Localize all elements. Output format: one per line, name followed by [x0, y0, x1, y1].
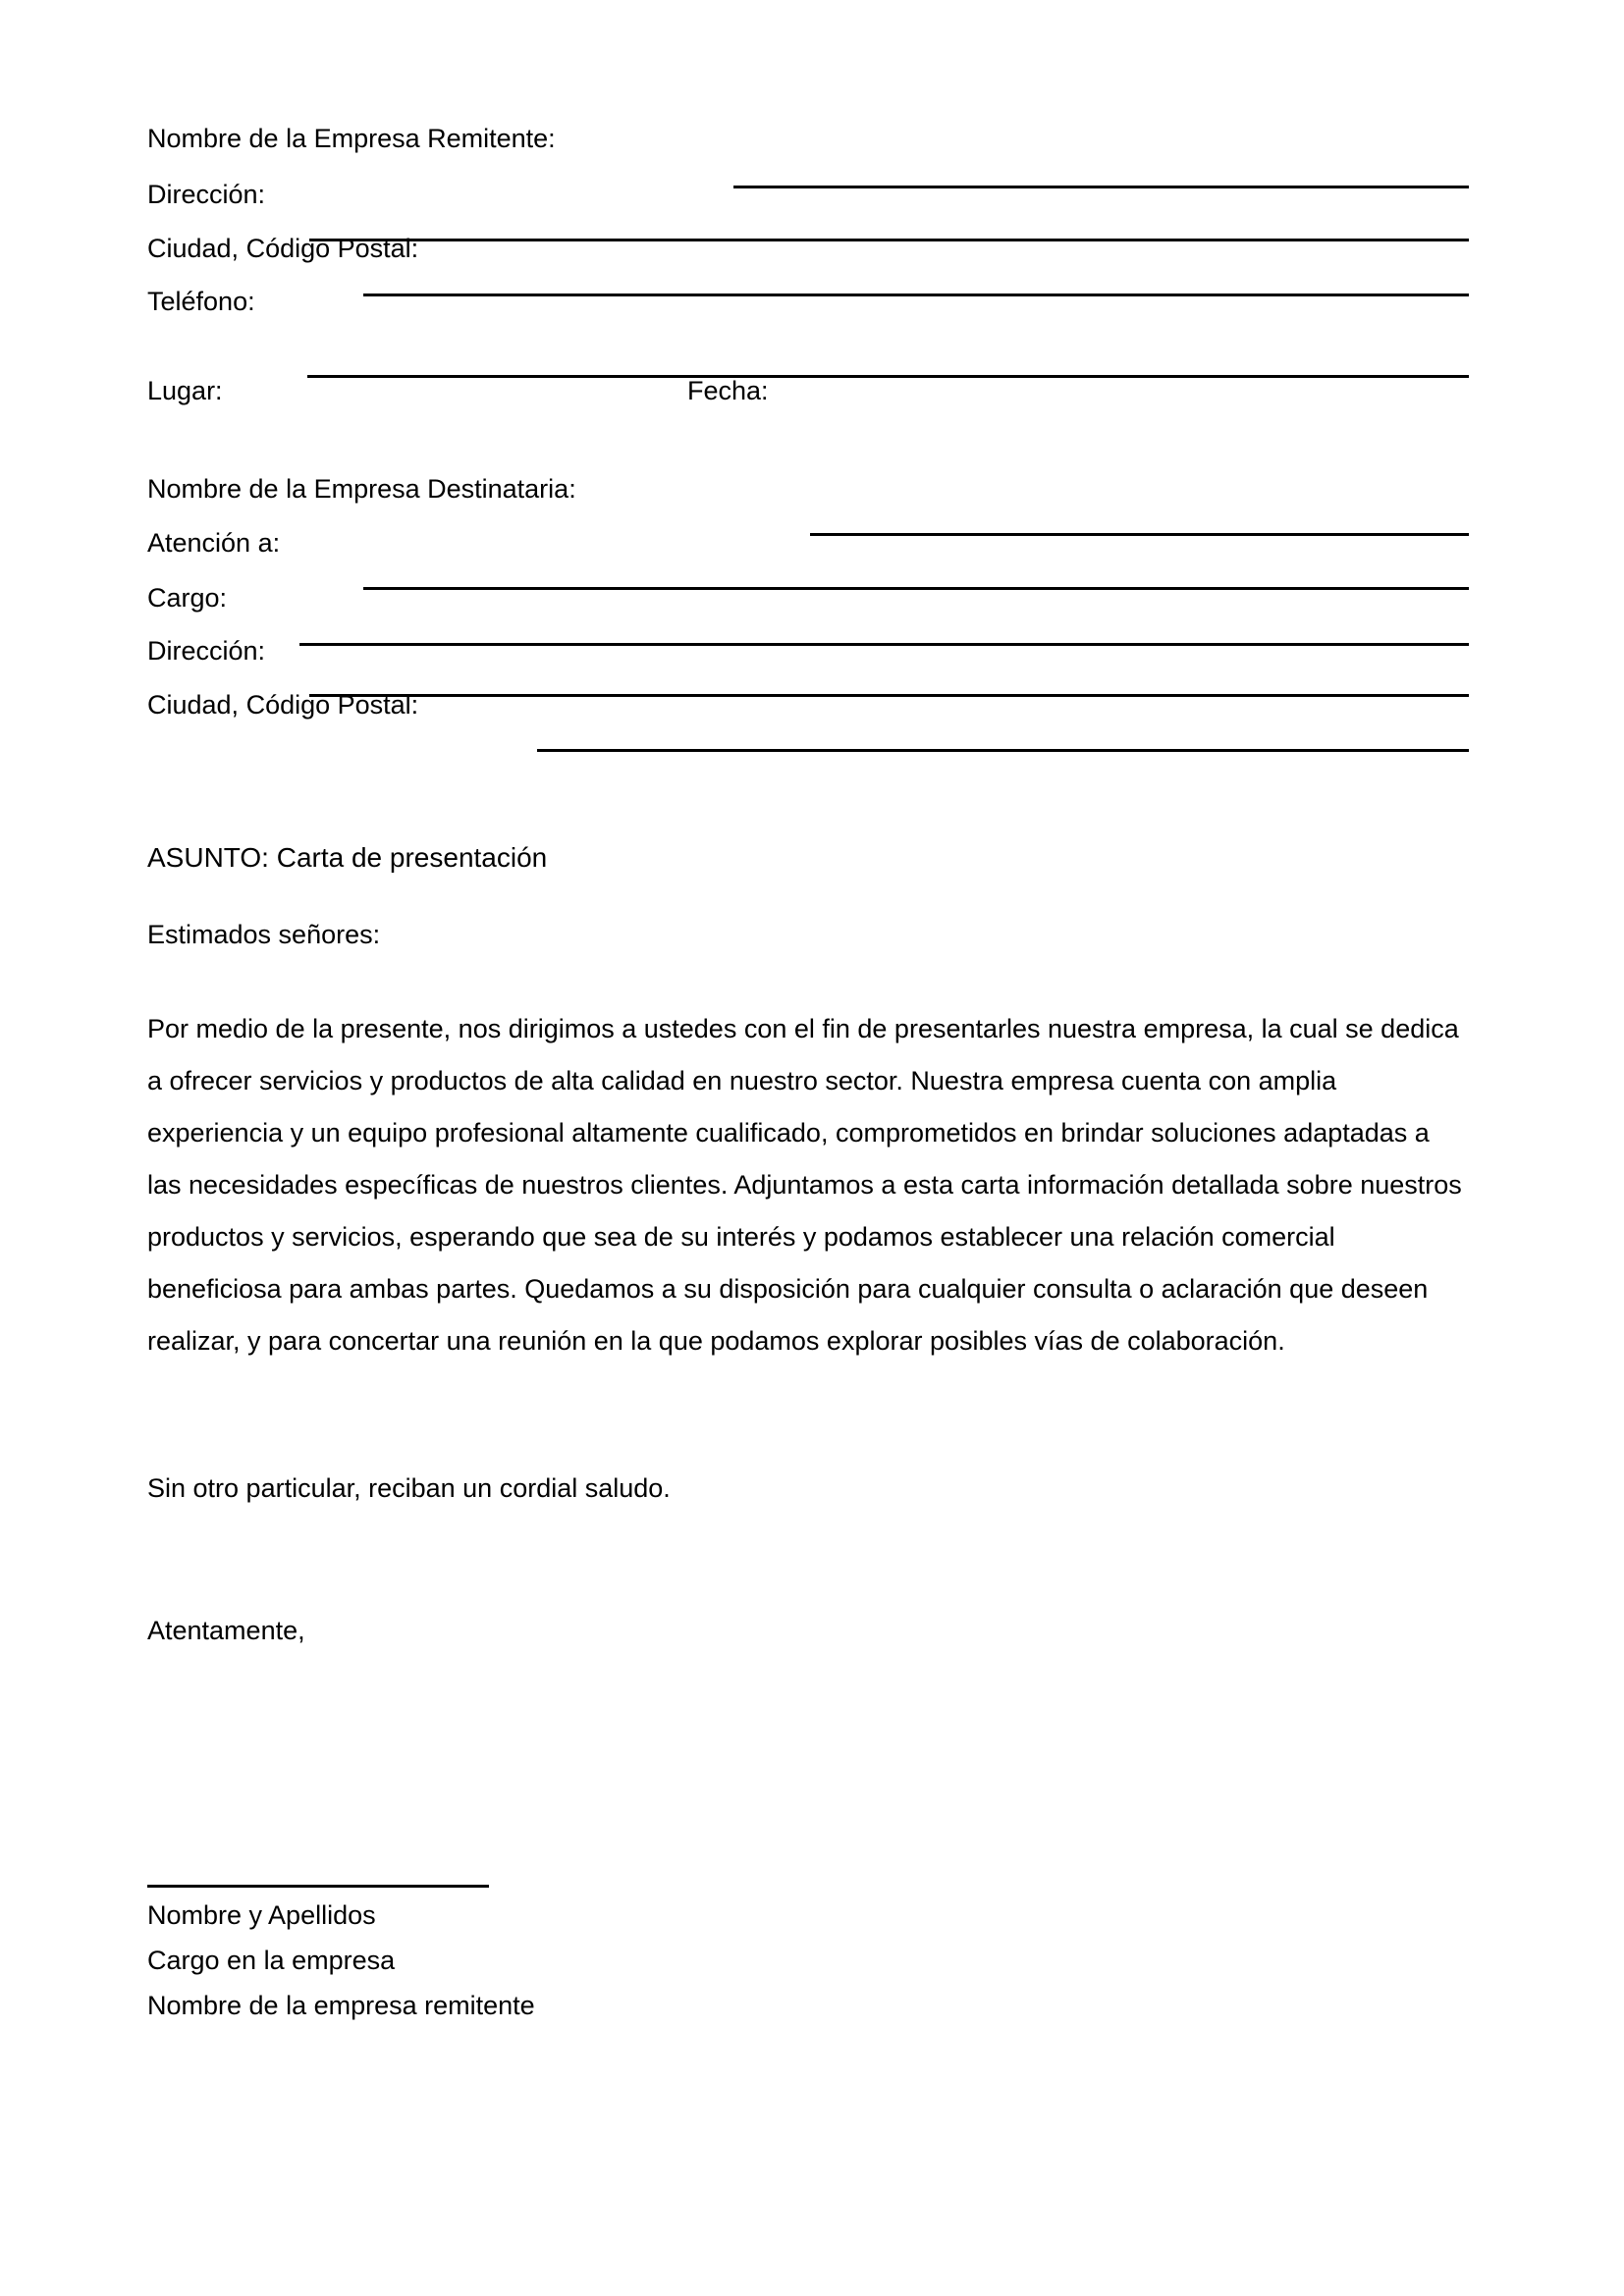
recipient-address-input-line[interactable] — [309, 694, 1469, 697]
sender-address-label: Dirección: — [147, 180, 266, 209]
recipient-position-input-line[interactable] — [299, 643, 1469, 646]
body-paragraph: Por medio de la presente, nos dirigimos a ustedes con el fin de presentarles nuestra empresa, la cual se dedica a ofrecer servicios y productos de alta calidad en nuestro sector. Nuestra empresa cuenta con amplia experiencia y un equipo profesional altamente cualificado, comprometidos en brindar soluciones adaptadas a las necesidades específicas de nuestros clientes. Adjuntamos a esta carta información detallada sobre nuestros productos y servicios, esperando que sea de su interés y podamos establecer una relación comercial beneficiosa para ambas partes. Quedamos a su disposición para cualquier consulta o aclaración que deseen realizar, y para concertar una reunión en la que podamos explorar posibles vías de colaboración. — [147, 1014, 1462, 1356]
signoff-line: Atentamente, — [147, 1616, 305, 1645]
sender-city-postal-label: Ciudad, Código Postal: — [147, 234, 419, 263]
signature-company-label: Nombre de la empresa remitente — [147, 1991, 535, 2020]
recipient-attention-label: Atención a: — [147, 528, 281, 558]
recipient-address-label: Dirección: — [147, 636, 266, 666]
date-label: Fecha: — [687, 376, 769, 405]
sender-address-input-line[interactable] — [309, 239, 1469, 241]
recipient-company-label: Nombre de la Empresa Destinataria: — [147, 474, 576, 504]
signature-position-label: Cargo en la empresa — [147, 1946, 396, 1975]
salutation: Estimados señores: — [147, 920, 381, 949]
signature-name-label: Nombre y Apellidos — [147, 1900, 376, 1930]
recipient-position-label: Cargo: — [147, 583, 228, 613]
recipient-city-postal-input-line[interactable] — [537, 749, 1469, 752]
sender-city-postal-input-line[interactable] — [363, 294, 1469, 296]
sender-company-label: Nombre de la Empresa Remitente: — [147, 124, 556, 153]
sender-company-input-line[interactable] — [733, 186, 1469, 188]
sender-phone-label: Teléfono: — [147, 287, 255, 316]
subject-line: ASUNTO: Carta de presentación — [147, 842, 548, 873]
recipient-attention-input-line[interactable] — [363, 587, 1469, 590]
farewell-line: Sin otro particular, reciban un cordial saludo. — [147, 1473, 671, 1503]
place-label: Lugar: — [147, 376, 223, 405]
place-date-input-line[interactable] — [307, 375, 1469, 378]
signature-input-line[interactable] — [147, 1885, 489, 1888]
recipient-company-input-line[interactable] — [810, 533, 1469, 536]
recipient-city-postal-label: Ciudad, Código Postal: — [147, 690, 419, 720]
